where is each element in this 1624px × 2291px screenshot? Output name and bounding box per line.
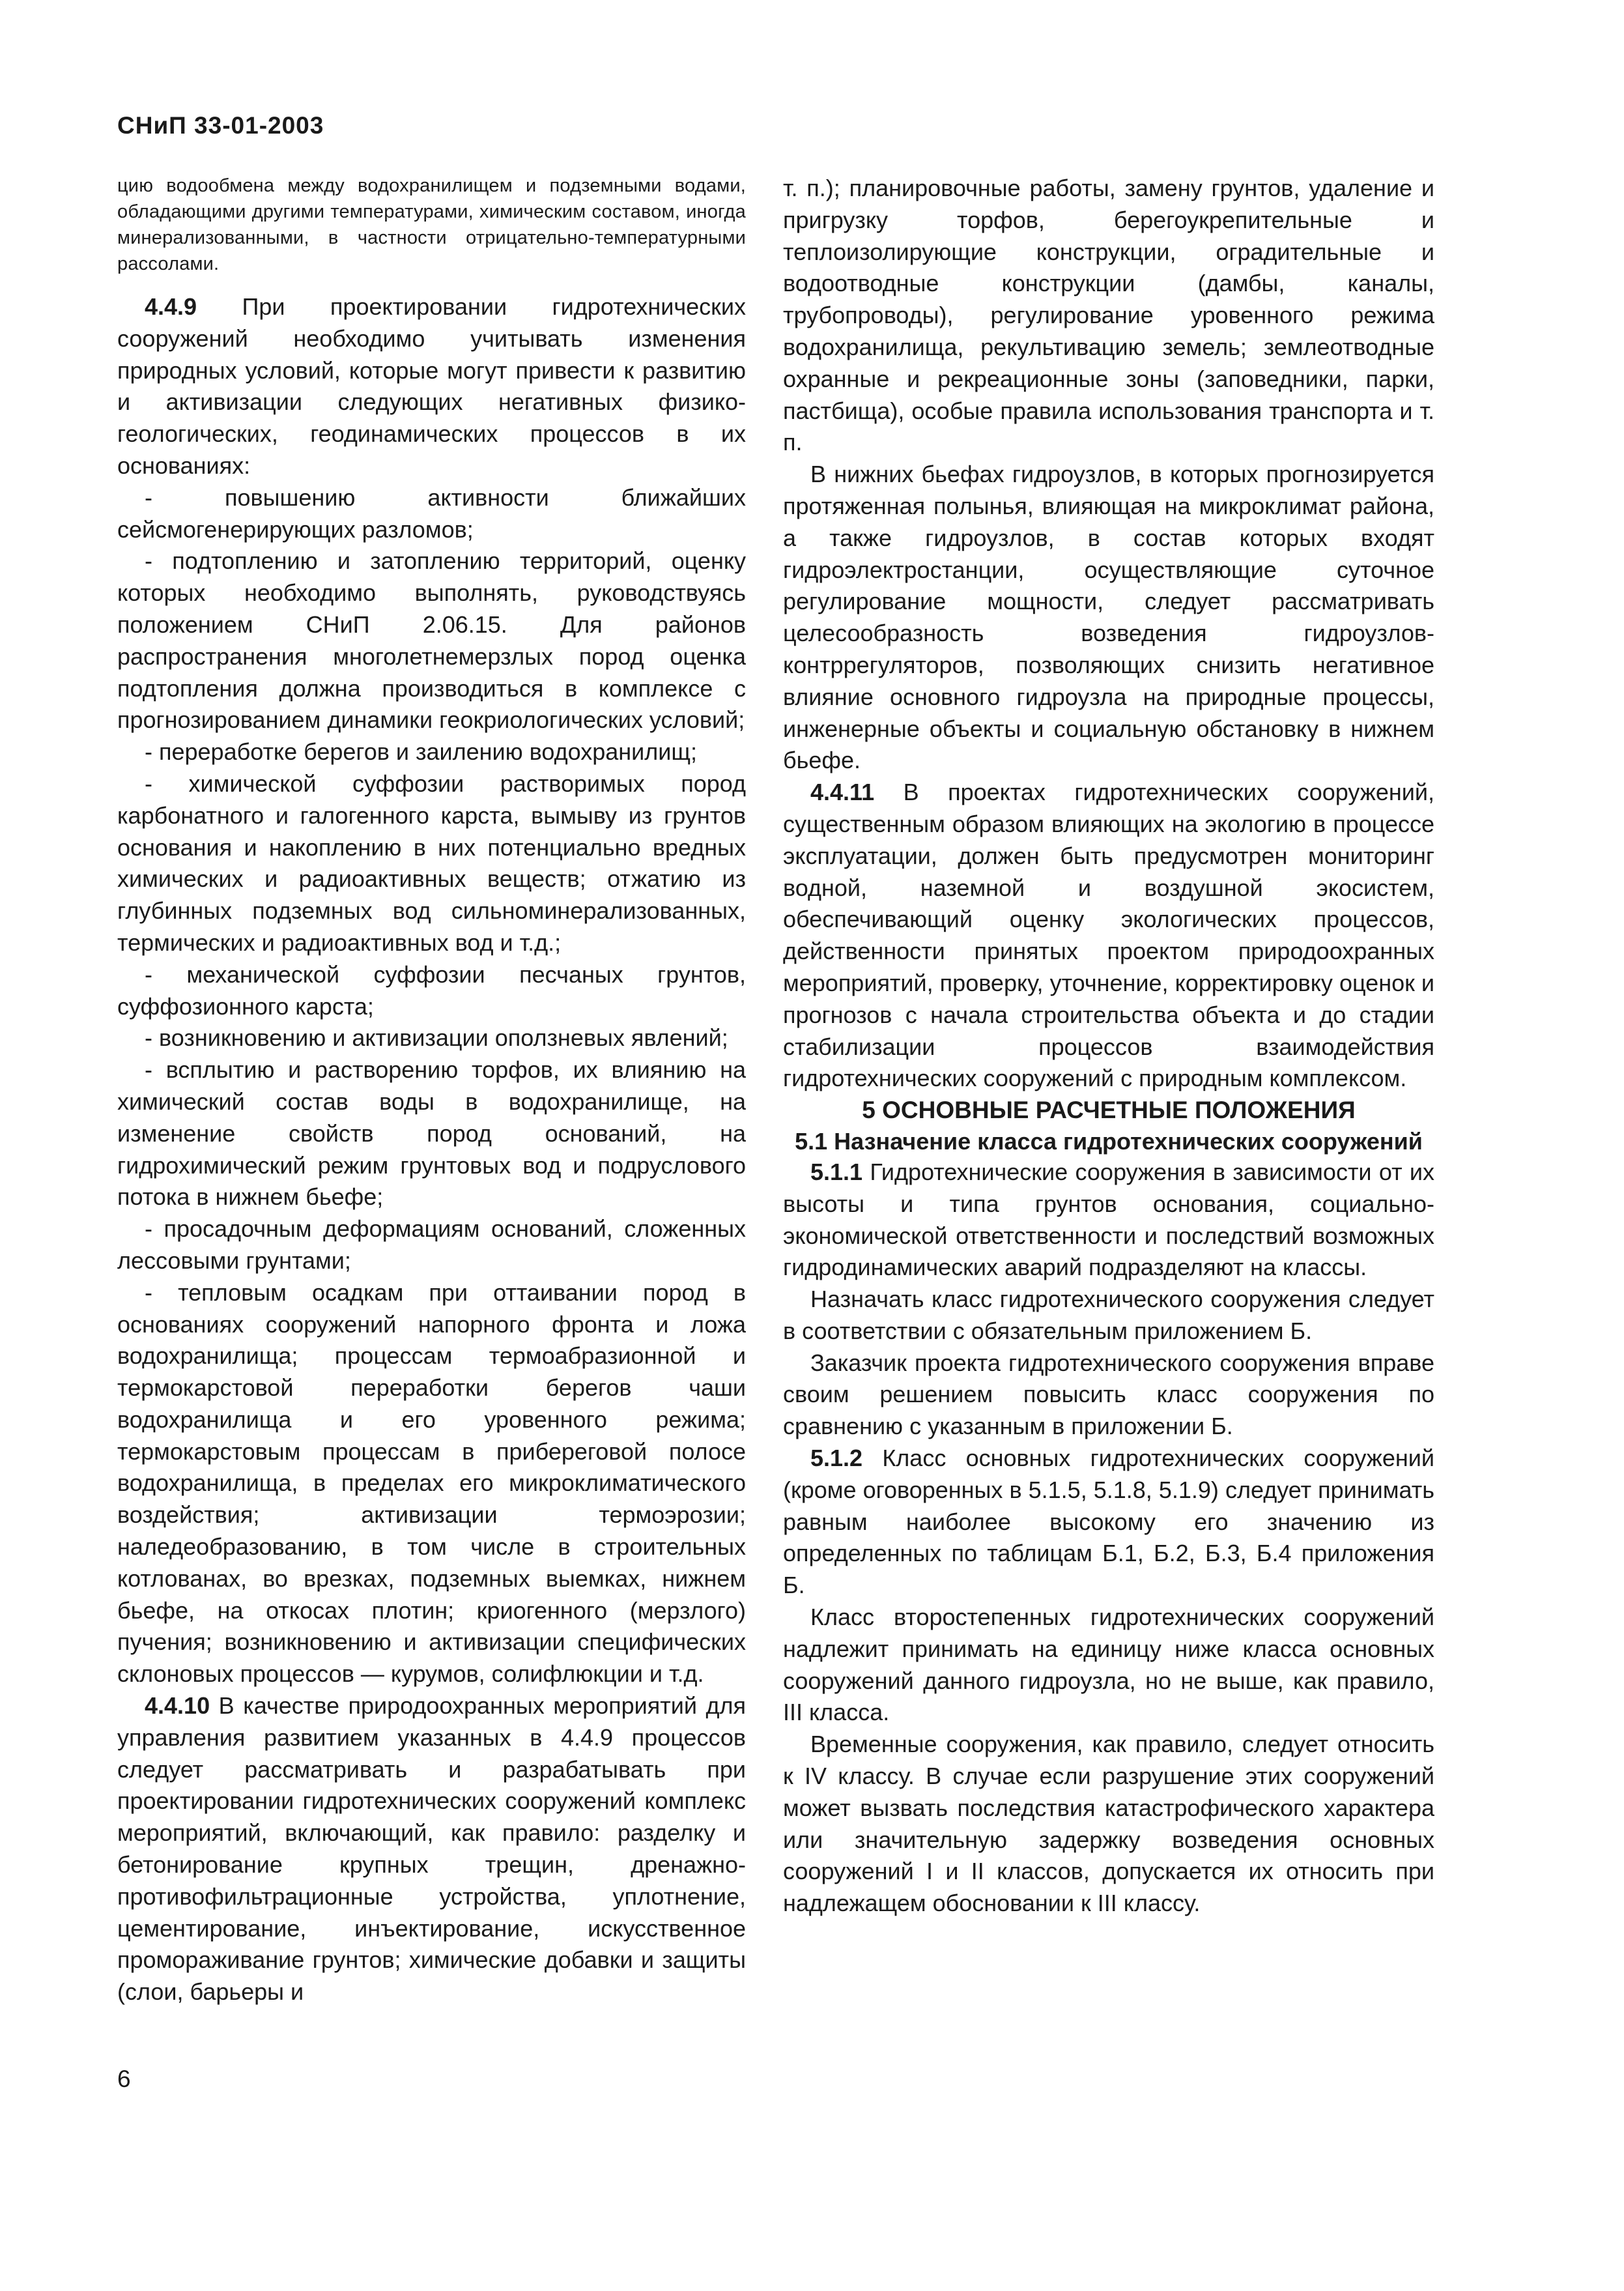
clause-text: При проектировании гидротехнических сооружений необходимо учитывать изменения природных условий, которые могут привести к развитию и активизации следующих негативных физико-геологических, геодинамических процессов в их основаниях:: [117, 293, 746, 479]
page-header: СНиП 33-01-2003: [117, 112, 324, 139]
left-column: [117, 173, 746, 2008]
list-item: - повышению активности ближайших сейсмогенерирующих разломов;: [117, 483, 746, 543]
section-title: 5 ОСНОВНЫЕ РАСЧЕТНЫЕ ПОЛОЖЕНИЯ: [862, 1097, 1356, 1124]
right-column: [783, 173, 1434, 1920]
subsection-title: 5.1 Назначение класса гидротехнических сооружений: [795, 1127, 1423, 1155]
paragraph-5-1-2: [783, 1443, 1434, 1602]
clause-number: 4.4.9: [145, 293, 197, 320]
clause-text: В качестве природоохранных мероприятий для управления развитием указанных в 4.4.9 процессов следует рассматривать и разрабатывать при проектировании гидротехнических сооружений комплекс мероприятий, включающий, как правило: разделку и бетонирование крупных трещин, дренажно-противофильтрационные устройства, уплотнение, цементирование, инъектирование, искусственное проморaживание грунтов; химические добавки и защиты (слои, барьеры и: [117, 1692, 746, 2006]
clause-text: Гидротехнические сооружения в зависимости от их высоты и типа грунтов основания, социально-экономической ответственности и последствий возможных гидродинамических аварий подразделяют на классы.: [783, 1158, 1434, 1281]
list-item: - возникновению и активизации оползневых явлений;: [145, 1024, 728, 1052]
paragraph-customer: Заказчик проекта гидротехнического сооружения вправе своим решением повысить класс сооружения по сравнению с указанным в приложении Б.: [783, 1349, 1434, 1440]
paragraph-assign-class: Назначать класс гидротехнического сооружения следует в соответствии с обязательным приложением Б.: [783, 1286, 1434, 1344]
continuation-paragraph: т. п.); планировочные работы, замену грунтов, удаление и пригрузку торфов, берегоукрепительные и теплоизолирующие конструкции, оградительные и водоотводные конструкции (дамбы, каналы, трубопроводы), регулирование уровенного режима водохранилища, рекультивацию земель; землеотводные охранные и рекреационные зоны (заповедники, парки, пастбища), особые правила использования транспорта и т. п.: [783, 175, 1434, 456]
paragraph-temporary: Временные сооружения, как правило, следует относить к IV классу. В случае если разрушение этих сооружений может вызвать последствия катастрофического характера или значительную задержку возведения основных сооружений I и II классов, допускается их относить при надлежащем обосновании к III классу.: [783, 1731, 1434, 1917]
clause-text: В проектах гидротехнических сооружений, существенным образом влияющих на экологию в процессе эксплуатации, должен быть предусмотрен мониторинг водной, наземной и воздушной экосистем, обеспечивающий оценку экологических процессов, действенности принятых проектом природоохранных мероприятий, проверку, уточнение, корректировку оценок и прогнозов с начала строительства объекта и до стадии стабилизации процессов взаимодействия гидротехнических сооружений с природным комплексом.: [783, 779, 1434, 1092]
clause-number: 4.4.11: [810, 779, 875, 806]
list-item: - механической суффозии песчаных грунтов, суффозионного карста;: [117, 960, 746, 1020]
list-item: - тепловым осадкам при оттаивании пород в основаниях сооружений напорного фронта и ложа водохранилища; процессам термоабразионной и термокарстовой переработки берегов чаши водохранилища и его уровенного режима; термокарстовым процессам в прибереговой полосе водохранилища, в пределах его микроклиматического воздействия; активизации термоэрозии; наледеобразованию, в том числе в строительных котлованах, во врезках, подземных выемках, нижнем бьефе, на откосах плотин; криогенного (мерзлого) пучения; возникновению и активизации специфических склоновых процессов — курумов, солифлюкции и т.д.: [117, 1278, 746, 1688]
clause-number: 5.1.2: [810, 1445, 863, 1472]
list-item: - переработке берегов и заилению водохранилищ;: [145, 738, 697, 766]
paragraph-4-4-11: [783, 777, 1434, 1095]
intro-paragraph: цию водообмена между водохранилищем и подземными водами, обладающими другими температурами, химическим составом, иногда минерализованными, в частности отрицательно-температурными рассолами.: [117, 175, 746, 274]
paragraph-secondary: Класс второстепенных гидротехнических сооружений надлежит принимать на единицу ниже класса основных сооружений данного гидроузла, но не выше, как правило, III класса.: [783, 1604, 1434, 1726]
list-item: - просадочным деформациям оснований, сложенных лессовыми грунтами;: [117, 1215, 746, 1274]
paragraph-5-1-1: [783, 1157, 1434, 1284]
paragraph-4-4-9: [117, 291, 746, 482]
clause-number: 5.1.1: [810, 1158, 863, 1185]
clause-text: Класс основных гидротехнических сооружений (кроме оговоренных в 5.1.5, 5.1.8, 5.1.9) следует принимать равным наиболее высокому его значению из определенных по таблицам Б.1, Б.2, Б.3, Б.4 приложения Б.: [783, 1445, 1434, 1599]
page-number: 6: [117, 2066, 131, 2092]
paragraph-lower-pools: В нижних бьефах гидроузлов, в которых прогнозируется протяженная полынья, влияющая на микроклимат района, а также гидроузлов, в состав которых входят гидроэлектростанции, осуществляющие суточное регулирование мощности, следует рассматривать целесообразность возведения гидроузлов-контррегуляторов, позволяющих снизить негативное влияние основного гидроузла на природные процессы, инженерные объекты и социальную обстановку в нижнем бьефе.: [783, 461, 1434, 774]
list-item: - подтоплению и затоплению территорий, оценку которых необходимо выполнять, руководствуясь положением СНиП 2.06.15. Для районов распространения многолетнемерзлых пород оценка подтопления должна производиться в комплексе с прогнозированием динамики геокриологических условий;: [117, 547, 746, 734]
paragraph-4-4-10: [117, 1690, 746, 2008]
list-item: - всплытию и растворению торфов, их влиянию на химический состав воды в водохранилище, на изменение свойств пород оснований, на гидрохимический режим грунтовых вод и подруслового потока в нижнем бьефе;: [117, 1056, 746, 1211]
list-item: - химической суффозии растворимых пород карбонатного и галогенного карста, вымыву из грунтов основания и накоплению в них потенциально вредных химических и радиоактивных веществ; отжатию из глубинных подземных вод сильноминерализованных, термических и радиоактивных вод и т.д.;: [117, 770, 746, 956]
clause-number: 4.4.10: [145, 1692, 210, 1720]
